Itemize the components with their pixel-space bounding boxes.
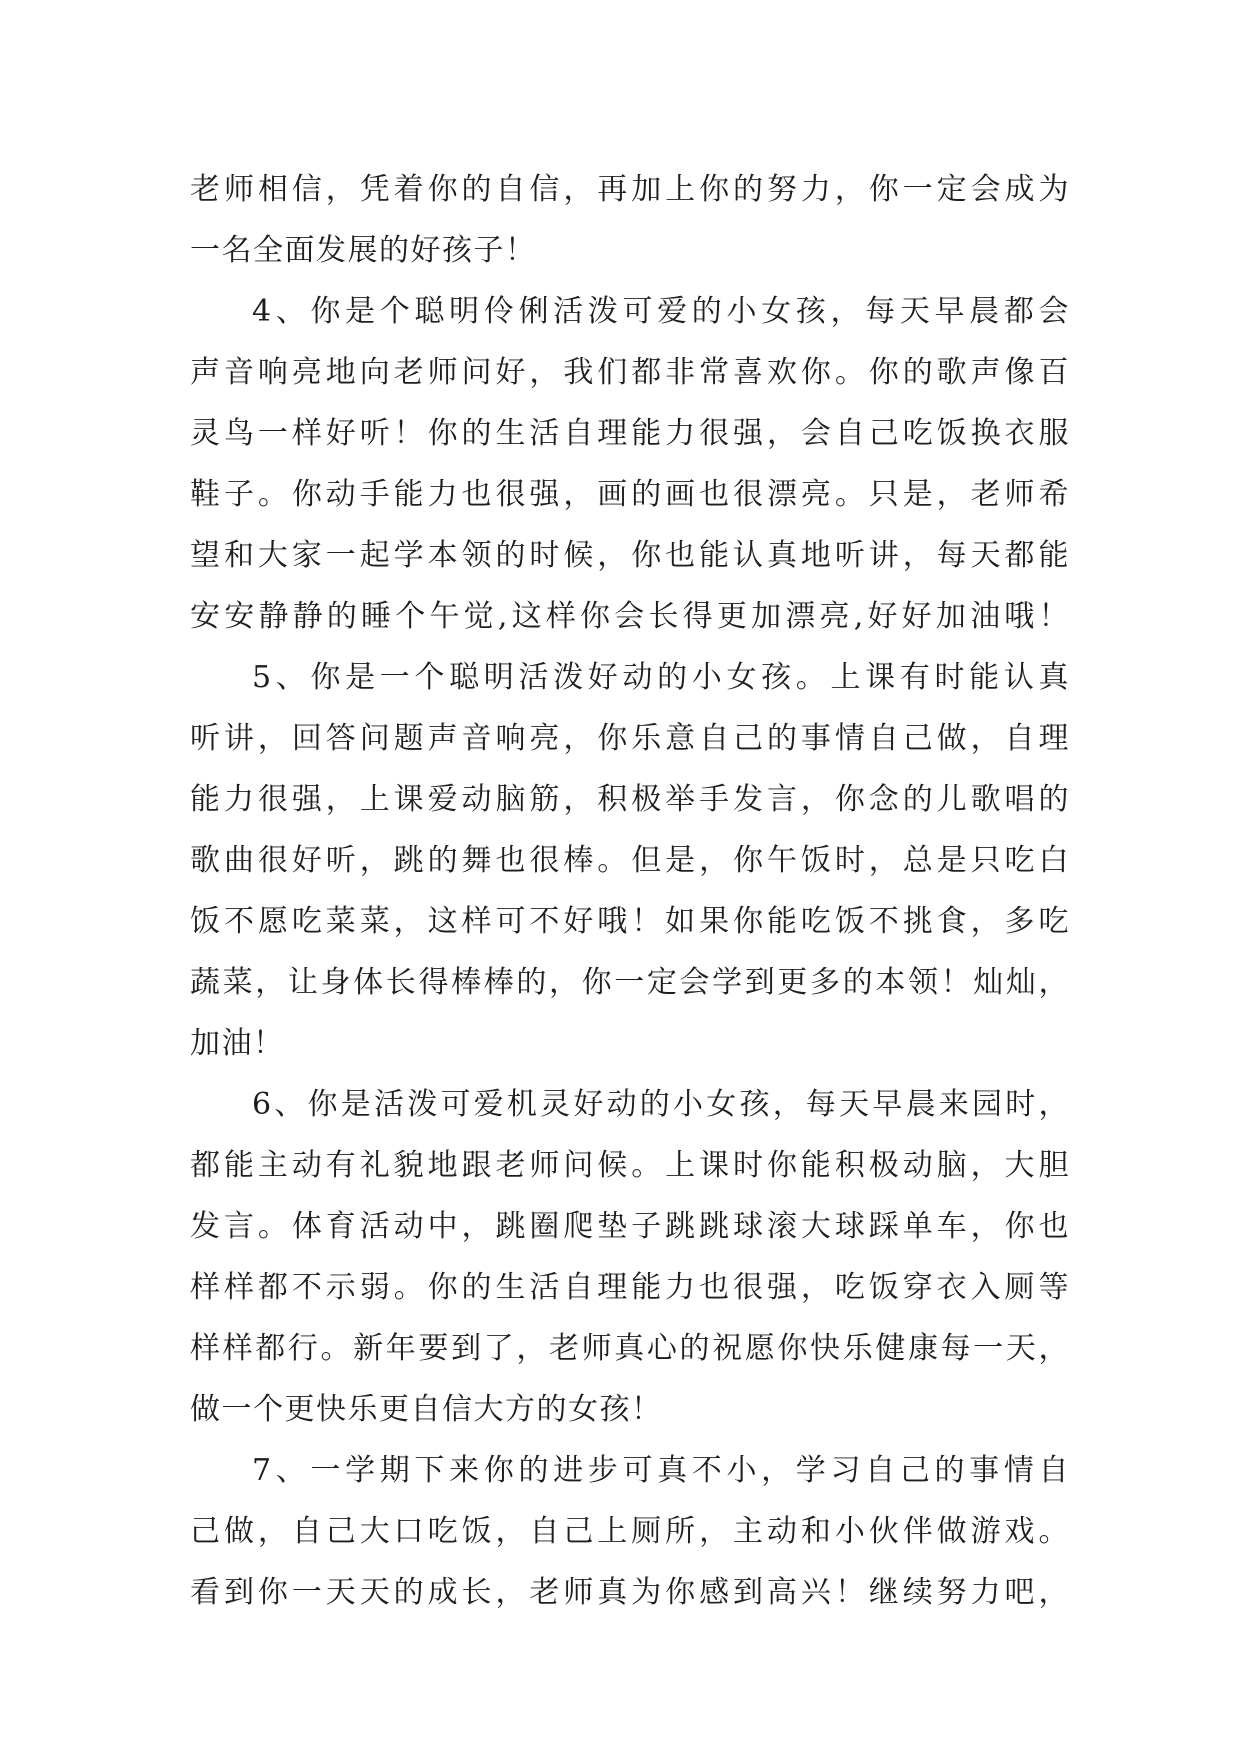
text-line: 能力很强，上课爱动脑筋，积极举手发言，你念的儿歌唱的	[190, 782, 1070, 817]
text-line: 发言。体育活动中，跳圈爬垫子跳跳球滚大球踩单车，你也	[190, 1209, 1070, 1244]
text-line: 一名全面发展的好孩子！	[190, 233, 537, 268]
text-line: 灵鸟一样好听！你的生活自理能力很强，会自己吃饭换衣服	[190, 416, 1070, 451]
text-line: 老师相信，凭着你的自信，再加上你的努力，你一定会成为	[190, 172, 1070, 207]
text-line: 声音响亮地向老师问好，我们都非常喜欢你。你的歌声像百	[190, 355, 1070, 390]
text-line: 6、你是活泼可爱机灵好动的小女孩，每天早晨来园时，	[252, 1087, 1070, 1122]
paragraph-7	[190, 1440, 1070, 1623]
text-line: 蔬菜，让身体长得棒棒的，你一定会学到更多的本领！灿灿，	[190, 965, 1070, 1000]
document-body	[190, 159, 1070, 1623]
text-line: 加油！	[190, 1026, 285, 1061]
text-line: 安安静静的睡个午觉,这样你会长得更加漂亮,好好加油哦！	[190, 599, 1070, 634]
paragraph-continuation	[190, 159, 1070, 281]
text-line: 饭不愿吃菜菜，这样可不好哦！如果你能吃饭不挑食，多吃	[190, 904, 1070, 939]
paragraph-4	[190, 281, 1070, 647]
text-line: 望和大家一起学本领的时候，你也能认真地听讲，每天都能	[190, 538, 1070, 573]
text-line: 样样都不示弱。你的生活自理能力也很强，吃饭穿衣入厕等	[190, 1270, 1070, 1305]
text-line: 4、你是个聪明伶俐活泼可爱的小女孩，每天早晨都会	[252, 294, 1070, 329]
text-line: 鞋子。你动手能力也很强，画的画也很漂亮。只是，老师希	[190, 477, 1070, 512]
text-line: 样样都行。新年要到了，老师真心的祝愿你快乐健康每一天，	[190, 1331, 1070, 1366]
text-line: 听讲，回答问题声音响亮，你乐意自己的事情自己做，自理	[190, 721, 1070, 756]
text-line: 歌曲很好听，跳的舞也很棒。但是，你午饭时，总是只吃白	[190, 843, 1070, 878]
text-line: 做一个更快乐更自信大方的女孩！	[190, 1392, 663, 1427]
text-line: 5、你是一个聪明活泼好动的小女孩。上课有时能认真	[252, 660, 1070, 695]
paragraph-6	[190, 1074, 1070, 1440]
text-line: 都能主动有礼貌地跟老师问候。上课时你能积极动脑，大胆	[190, 1148, 1070, 1183]
text-line: 7、一学期下来你的进步可真不小，学习自己的事情自	[252, 1453, 1070, 1488]
paragraph-5	[190, 647, 1070, 1074]
text-line: 己做，自己大口吃饭，自己上厕所，主动和小伙伴做游戏。	[190, 1514, 1070, 1549]
text-line: 看到你一天天的成长，老师真为你感到高兴！继续努力吧，	[190, 1575, 1070, 1610]
